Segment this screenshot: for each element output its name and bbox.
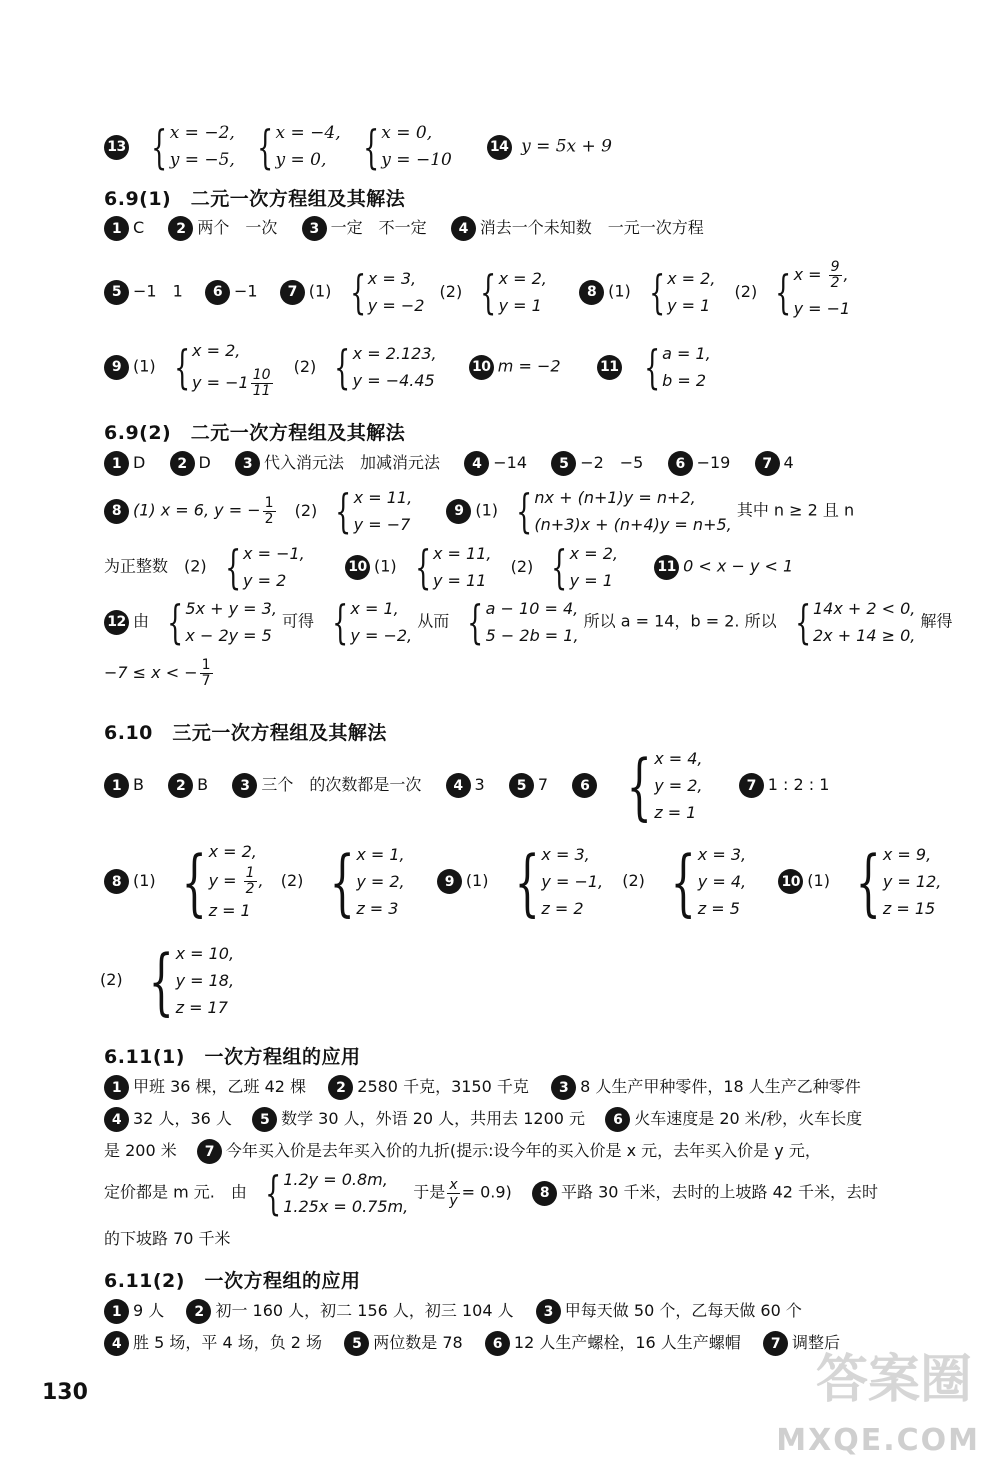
answer-text: 消去一个未知数 一元一次方程: [479, 218, 704, 237]
system-brace: { x = 2, y = $\frac{1}{2}$ , z = 1: [181, 839, 264, 924]
number-badge: 5: [104, 280, 129, 305]
system-brace: { x = 1, y = 2, z = 3: [329, 839, 405, 924]
system-brace: { x = 4, y = 2, z = 1: [627, 743, 703, 828]
number-badge: 7: [280, 280, 305, 305]
answer-row: 1 甲班 36 棵，乙班 42 棵 2 2580 千克，3150 千克 3 8 人生产甲种零件，18 人生产乙种零件: [104, 1074, 861, 1100]
answer-13: [104, 120, 612, 174]
answer-row: 的下坡路 70 千米: [104, 1229, 231, 1248]
answer-row: 是 200 米 7 今年买入价是去年买入价的九折(提示:设今年的买入价是 x 元，去年买入价是 y 元，: [104, 1138, 821, 1164]
number-badge: 2: [328, 1075, 353, 1100]
number-badge: 8: [579, 280, 604, 305]
system-brace: { x = 9, y = 12, z = 15: [855, 839, 942, 924]
number-badge: 11: [597, 355, 622, 380]
number-badge: 3: [551, 1075, 576, 1100]
section-title: 6.11(1) 一次方程组的应用: [104, 1046, 361, 1068]
system-brace: { x = −4, y = 0,: [257, 120, 341, 174]
system-brace: { a − 10 = 4, 5 − 2b = 1,: [467, 595, 579, 649]
system-brace: { x = 2, y = 1: [480, 265, 547, 319]
answer-text: −1 1: [133, 281, 183, 301]
number-badge: 1: [104, 1299, 129, 1324]
system-brace: { x = 3, y = −1, z = 2: [514, 839, 604, 924]
fraction: $\frac{9}{2}$: [830, 259, 840, 291]
system-brace: { 1.2y = 0.8m, 1.25x = 0.75m,: [265, 1166, 409, 1220]
system-brace: { x = 3, y = −2: [349, 265, 425, 319]
number-badge: 10: [345, 555, 370, 580]
number-badge: 5: [252, 1107, 277, 1132]
answer-text: 一定 不一定: [330, 218, 427, 237]
number-badge: 3: [235, 451, 260, 476]
number-badge: 13: [104, 135, 129, 160]
number-badge: 6: [605, 1107, 630, 1132]
number-badge: 9: [437, 869, 462, 894]
number-badge: 2: [186, 1299, 211, 1324]
system-brace: { 5x + y = 3, x − 2y = 5: [167, 595, 277, 649]
number-badge: 7: [197, 1139, 222, 1164]
answer-row: 为正整数 (2) { x = −1, y = 2 10 (1) { x = 11, y = 11 (2) { x = 2, y = 1 11 0 < x − y < 1: [104, 540, 794, 594]
fraction: $\frac{x}{y}$: [449, 1176, 458, 1209]
answer-row: 1 B 2 B 3 三个 的次数都是一次 4 3 5 7 6 { x = 4, y = 2, z = 1 7 1 : 2 : 1: [104, 745, 829, 826]
number-badge: 5: [551, 451, 576, 476]
answer-text: m = −2: [497, 356, 561, 376]
answer-row: 4 32 人，36 人 5 数学 30 人，外语 20 人，共用去 1200 元 6 火车速度是 20 米/秒，火车长度: [104, 1106, 862, 1132]
system-brace: { x = 11, y = −7: [335, 484, 413, 538]
answer-row: 定价都是 m 元. 由 { 1.2y = 0.8m, 1.25x = 0.75m, 于是 $\frac{x}{y}$ = 0.9) 8 平路 30 千米，去时的上坡路 42 千米，去时: [104, 1166, 879, 1220]
number-badge: 14: [487, 135, 512, 160]
system-brace: { x = 2, y = −1 $\frac{10}{11}$: [173, 340, 271, 399]
number-badge: 7: [739, 773, 764, 798]
answer-text: y = 5x + 9: [521, 136, 612, 157]
fraction: $\frac{1}{2}$: [245, 865, 255, 897]
system-brace: { x = 10, y = 18, z = 17: [148, 938, 235, 1023]
number-badge: 10: [469, 355, 494, 380]
number-badge: 5: [344, 1331, 369, 1356]
number-badge: 6: [668, 451, 693, 476]
answer-row: 8 (1) { x = 2, y = $\frac{1}{2}$ , z = 1 (2) { x = 1, y = 2, z = 3 9 (1) { x = 3, y = −1, z = 2 (2) { x = 3, y = 4, z = 5 10 (1) { x = 9, y = 12, z = 15: [104, 838, 941, 925]
number-badge: 6: [485, 1331, 510, 1356]
number-badge: 3: [232, 773, 257, 798]
number-badge: 4: [446, 773, 471, 798]
system-brace: { x = −2, y = −5,: [151, 120, 235, 174]
system-brace: { 14x + 2 < 0, 2x + 14 ≥ 0,: [794, 595, 916, 649]
number-badge: 10: [778, 869, 803, 894]
system-brace: { x = 2.123, y = −4.45: [334, 340, 437, 394]
watermark: MXQE.COM: [776, 1423, 980, 1458]
answer-row: 9 (1) { x = 2, y = −1 $\frac{10}{11}$ (2) { x = 2.123, y = −4.45 10 m = −2 11 { a = 1, b = 2: [104, 335, 711, 399]
system-brace: { x = 2, y = 1: [551, 540, 618, 594]
number-badge: 12: [104, 610, 129, 635]
answer-row: 1 D 2 D 3 代入消元法 加减消元法 4 −14 5 −2 −5 6 −19 7 4: [104, 450, 794, 476]
number-badge: 9: [104, 355, 129, 380]
system-brace: { x = −1, y = 2: [224, 540, 305, 594]
answer-text: C: [133, 218, 145, 237]
number-badge: 1: [104, 1075, 129, 1100]
system-brace: { a = 1, b = 2: [643, 340, 711, 394]
number-badge: 8: [104, 499, 129, 524]
number-badge: 8: [532, 1181, 557, 1206]
number-badge: 11: [654, 555, 679, 580]
page-number: 130: [42, 1380, 88, 1405]
answer-row: 5 −1 1 6 −1 7 (1) { x = 3, y = −2 (2) { x = 2, y = 1 8 (1) { x = 2, y = 1 (2) { x = $\frac{9}{2}$ , y = −1: [104, 258, 850, 326]
number-badge: 4: [464, 451, 489, 476]
number-badge: 2: [168, 216, 193, 241]
answer-row: 12 由 { 5x + y = 3, x − 2y = 5 可得 { x = 1, y = −2, 从而 { a − 10 = 4, 5 − 2b = 1, 所以 a = 14，b = 2. 所以 { 14x + 2 < 0, 2x + 14 ≥ 0, 解得: [104, 595, 953, 649]
system-brace: { x = 2, y = 1: [649, 265, 716, 319]
number-badge: 1: [104, 773, 129, 798]
number-badge: 7: [755, 451, 780, 476]
number-badge: 8: [104, 869, 129, 894]
section-title: 6.9(2) 二元一次方程组及其解法: [104, 422, 406, 444]
number-badge: 4: [451, 216, 476, 241]
answer-row: −7 ≤ x < − $\frac{1}{7}$: [104, 657, 211, 689]
section-title: 6.9(1) 二元一次方程组及其解法: [104, 188, 406, 210]
answer-row: 4 胜 5 场，平 4 场，负 2 场 5 两位数是 78 6 12 人生产螺栓，16 人生产螺帽 7 调整后: [104, 1330, 840, 1356]
answer-text: 两个 一次: [197, 218, 278, 237]
system-brace: { x = 0, y = −10: [363, 120, 452, 174]
answer-text: −1: [233, 281, 258, 301]
number-badge: 6: [572, 773, 597, 798]
number-badge: 2: [168, 773, 193, 798]
system-brace: { x = $\frac{9}{2}$ , y = −1: [775, 259, 851, 319]
system-brace: { x = 11, y = 11: [414, 540, 492, 594]
number-badge: 6: [205, 280, 230, 305]
system-brace: { nx + (n+1)y = n+2, (n+3)x + (n+4)y = n+5,: [516, 484, 732, 538]
number-badge: 5: [509, 773, 534, 798]
fraction: $\frac{10}{11}$: [252, 367, 271, 399]
number-badge: 9: [446, 499, 471, 524]
system-brace: { x = 1, y = −2,: [332, 595, 413, 649]
system-brace: { x = 3, y = 4, z = 5: [670, 839, 747, 924]
answer-row: (2) { x = 10, y = 18, z = 17: [100, 938, 235, 1023]
number-badge: 4: [104, 1331, 129, 1356]
number-badge: 1: [104, 216, 129, 241]
answer-row: [104, 215, 704, 241]
fraction: $\frac{1}{7}$: [201, 657, 211, 689]
number-badge: 3: [302, 216, 327, 241]
fraction: $\frac{1}{2}$: [264, 494, 274, 527]
number-badge: 3: [536, 1299, 561, 1324]
number-badge: 4: [104, 1107, 129, 1132]
answer-row: 1 9 人 2 初一 160 人，初二 156 人，初三 104 人 3 甲每天做 50 个，乙每天做 60 个: [104, 1298, 802, 1324]
number-badge: 7: [763, 1331, 788, 1356]
watermark-logo: 答案圈: [815, 1350, 972, 1410]
section-title: 6.10 三元一次方程组及其解法: [104, 722, 387, 744]
answer-row: 8 (1) x = 6, y = − $\frac{1}{2}$ (2) { x = 11, y = −7 9 (1) { nx + (n+1)y = n+2, (n+3)x + (n+4)y = n+5, 其中 n ≥ 2 且 n: [104, 484, 854, 538]
number-badge: 2: [170, 451, 195, 476]
section-title: 6.11(2) 一次方程组的应用: [104, 1270, 361, 1292]
number-badge: 1: [104, 451, 129, 476]
